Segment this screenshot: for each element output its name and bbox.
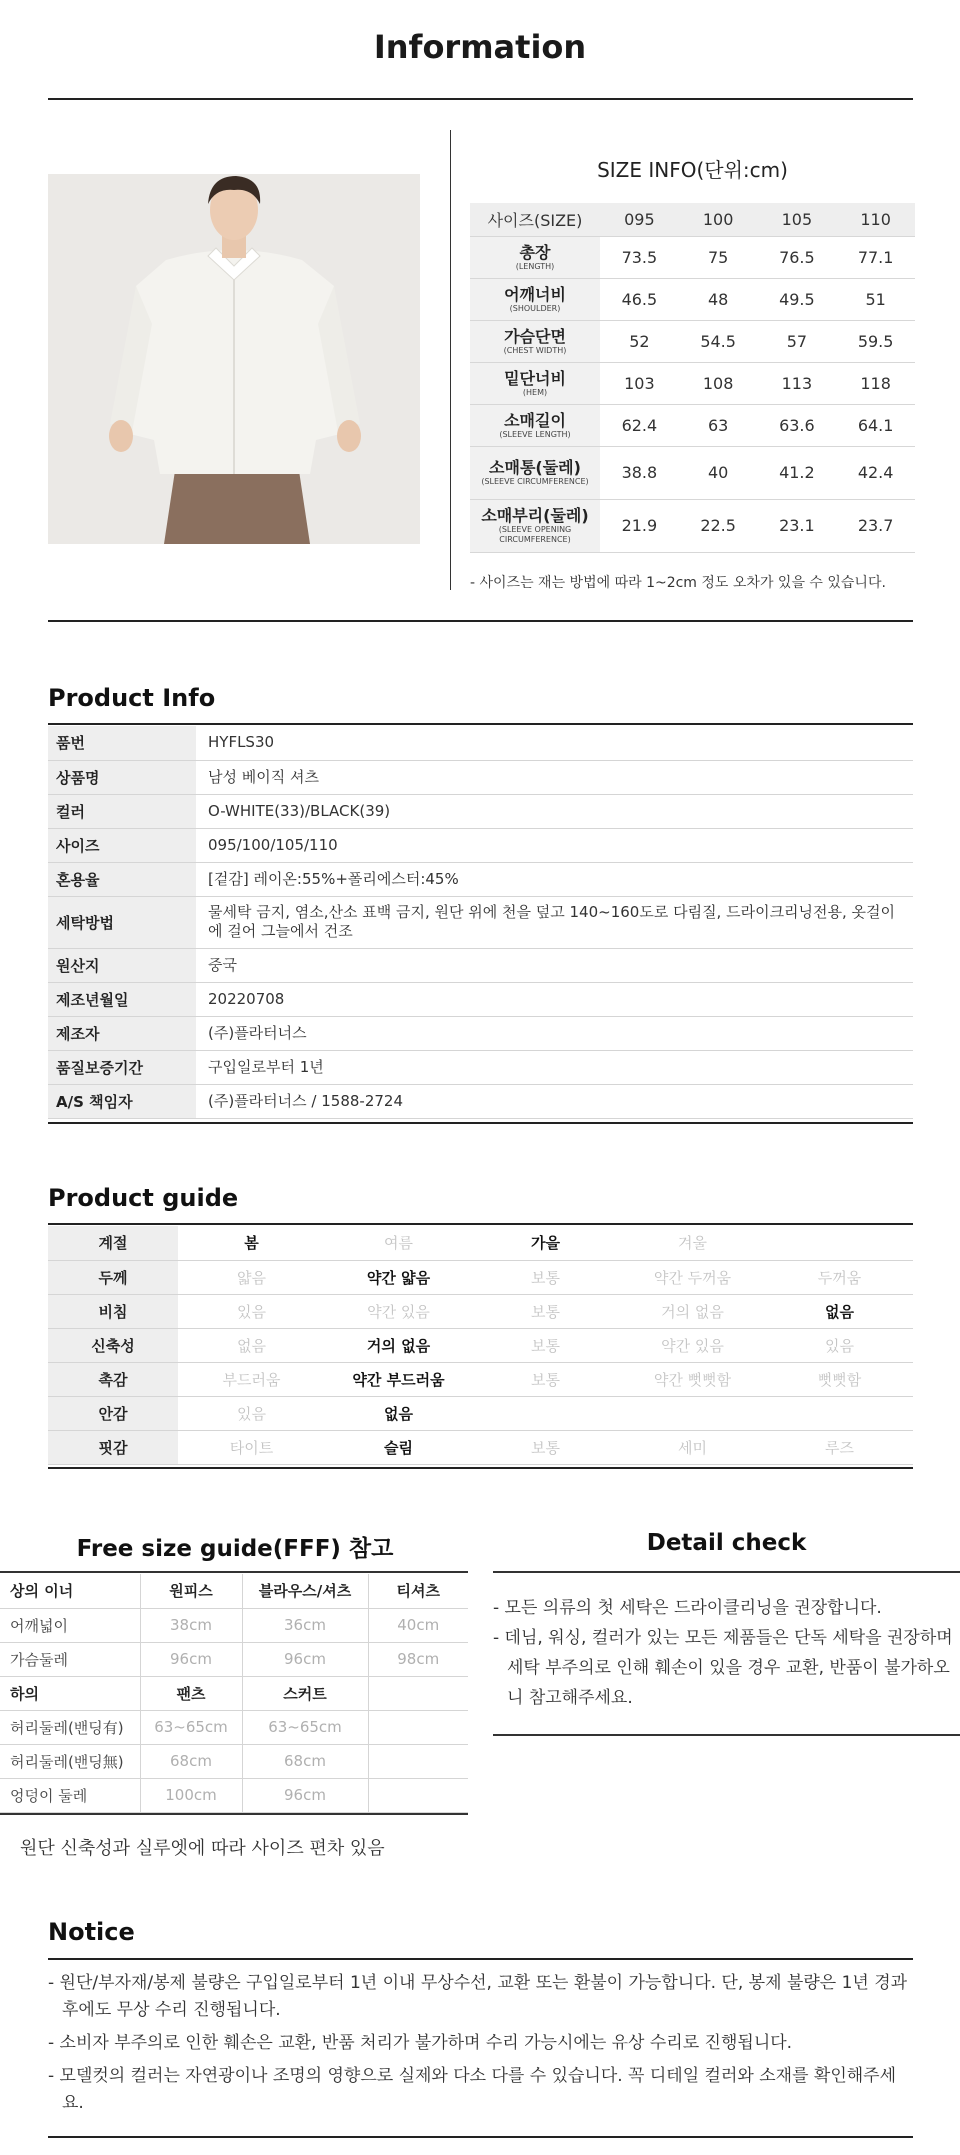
size-value-cell: 42.4 xyxy=(836,446,915,499)
fs-cell: 허리둘레(밴딩無) xyxy=(0,1744,140,1778)
size-value-cell: 51 xyxy=(836,278,915,320)
product-info-value: [겉감] 레이온:55%+폴리에스터:45% xyxy=(196,862,913,896)
size-value-cell: 59.5 xyxy=(836,320,915,362)
product-info-value: (주)플라터너스 / 1588-2724 xyxy=(196,1084,913,1118)
fs-cell xyxy=(368,1778,468,1812)
size-table xyxy=(470,203,915,553)
product-info-row xyxy=(48,948,913,982)
product-guide-divider xyxy=(48,1223,913,1225)
product-info-key: 사이즈 xyxy=(48,828,196,862)
size-row xyxy=(470,320,915,362)
product-info-value: 중국 xyxy=(196,948,913,982)
free-size-top-header xyxy=(0,1574,468,1608)
product-info-row xyxy=(48,828,913,862)
fs-cell: 68cm xyxy=(140,1744,242,1778)
size-value-cell: 64.1 xyxy=(836,404,915,446)
product-guide-option: 뻣뻣함 xyxy=(766,1362,913,1396)
notice-divider xyxy=(48,1958,913,1960)
size-value-cell: 113 xyxy=(758,362,837,404)
size-value-cell: 41.2 xyxy=(758,446,837,499)
size-value-cell: 52 xyxy=(600,320,679,362)
product-guide-key: 계절 xyxy=(48,1226,178,1260)
product-info-key: 제조년월일 xyxy=(48,982,196,1016)
size-label-ko: 소매통(둘레) xyxy=(489,458,581,477)
size-label-en: (CHEST WIDTH) xyxy=(503,345,567,355)
product-info-key: 세탁방법 xyxy=(48,896,196,948)
info-vertical-divider xyxy=(450,130,451,590)
product-info-row xyxy=(48,1016,913,1050)
product-guide-option: 있음 xyxy=(178,1294,325,1328)
product-info-value: 남성 베이직 셔츠 xyxy=(196,760,913,794)
product-guide-option xyxy=(766,1396,913,1430)
product-info-row xyxy=(48,862,913,896)
size-value-cell: 22.5 xyxy=(679,499,758,552)
size-header-cell: 110 xyxy=(836,203,915,236)
fs-cell xyxy=(368,1744,468,1778)
product-info-key: 원산지 xyxy=(48,948,196,982)
fs-cell: 허리둘레(밴딩有) xyxy=(0,1710,140,1744)
product-guide-option: 없음 xyxy=(325,1396,472,1430)
product-guide-option: 약간 얇음 xyxy=(325,1260,472,1294)
product-guide-option: 두꺼움 xyxy=(766,1260,913,1294)
notice-item: - 소비자 부주의로 인한 훼손은 교환, 반품 처리가 불가하며 수리 가능시에는 유상 수리로 진행됩니다. xyxy=(48,2033,793,2053)
product-guide-option: 거의 없음 xyxy=(619,1294,766,1328)
product-guide-key: 안감 xyxy=(48,1396,178,1430)
size-value-cell: 118 xyxy=(836,362,915,404)
product-guide-row xyxy=(48,1226,913,1260)
detail-check-item: - 데님, 워싱, 컬러가 있는 모든 제품들은 단독 세탁을 권장하며 세탁 부주의로 인해 훼손이 있을 경우 교환, 반품이 불가하오니 참고해주세요. xyxy=(493,1628,953,1708)
detail-check-title: Detail check xyxy=(646,1530,807,1556)
product-guide-option xyxy=(472,1396,619,1430)
product-info-value: 095/100/105/110 xyxy=(196,828,913,862)
size-label-ko: 가슴단면 xyxy=(504,326,566,346)
size-row-label xyxy=(470,446,600,499)
fs-cell: 엉덩이 둘레 xyxy=(0,1778,140,1812)
product-guide-key: 신축성 xyxy=(48,1328,178,1362)
fs-cell: 63~65cm xyxy=(140,1710,242,1744)
fs-cell: 98cm xyxy=(368,1642,468,1676)
notice-bottom-divider xyxy=(48,2136,913,2138)
size-label-en: (SHOULDER) xyxy=(509,303,561,313)
fs-cell: 96cm xyxy=(242,1778,368,1812)
size-row xyxy=(470,404,915,446)
product-guide-option: 부드러움 xyxy=(178,1362,325,1396)
product-info-bottom-divider xyxy=(48,1122,913,1124)
product-guide-key: 핏감 xyxy=(48,1430,178,1464)
free-size-row xyxy=(0,1778,468,1812)
info-bottom-divider xyxy=(48,620,913,622)
size-value-cell: 54.5 xyxy=(679,320,758,362)
size-value-cell: 77.1 xyxy=(836,236,915,278)
size-note: - 사이즈는 재는 방법에 따라 1~2cm 정도 오차가 있을 수 있습니다. xyxy=(470,575,886,591)
size-value-cell: 63 xyxy=(679,404,758,446)
size-table-header xyxy=(470,203,915,236)
product-guide-row xyxy=(48,1430,913,1464)
fs-cell: 68cm xyxy=(242,1744,368,1778)
notice-item: - 모델컷의 컬러는 자연광이나 조명의 영향으로 실제와 다소 다를 수 있습니다. 꼭 디테일 컬러와 소재를 확인해주세요. xyxy=(48,2066,897,2113)
size-label-en: (SLEEVE CIRCUMFERENCE) xyxy=(481,477,589,486)
product-guide-key: 비침 xyxy=(48,1294,178,1328)
fs-cell: 96cm xyxy=(242,1642,368,1676)
free-size-bottom-divider xyxy=(0,1813,468,1815)
free-size-title: Free size guide(FFF) 참고 xyxy=(76,1536,394,1562)
size-row-label xyxy=(470,320,600,362)
product-info-key: 상품명 xyxy=(48,760,196,794)
fs-cell: 38cm xyxy=(140,1608,242,1642)
fs-cell: 100cm xyxy=(140,1778,242,1812)
product-info-table xyxy=(48,726,913,1119)
fs-cell: 블라우스/셔츠 xyxy=(242,1574,368,1608)
detail-check-list xyxy=(493,1593,953,1713)
page-title: Information xyxy=(373,28,587,66)
product-info-row xyxy=(48,1050,913,1084)
product-guide-option xyxy=(766,1226,913,1260)
fs-cell: 상의 이너 xyxy=(0,1574,140,1608)
fs-cell: 원피스 xyxy=(140,1574,242,1608)
detail-check-item: - 모든 의류의 첫 세탁은 드라이클리닝을 권장합니다. xyxy=(493,1598,882,1618)
product-guide-option: 타이트 xyxy=(178,1430,325,1464)
fs-cell: 티셔츠 xyxy=(368,1574,468,1608)
size-row-label xyxy=(470,499,600,552)
notice-title: Notice xyxy=(48,1918,135,1946)
product-guide-option: 없음 xyxy=(178,1328,325,1362)
size-label-ko: 소매길이 xyxy=(504,410,566,430)
size-row-label xyxy=(470,404,600,446)
product-info-row xyxy=(48,1084,913,1118)
size-header-cell: 105 xyxy=(758,203,837,236)
product-guide-option: 있음 xyxy=(178,1396,325,1430)
free-size-row xyxy=(0,1608,468,1642)
size-value-cell: 103 xyxy=(600,362,679,404)
size-row xyxy=(470,362,915,404)
size-header-cell: 사이즈(SIZE) xyxy=(470,203,600,236)
fs-cell: 36cm xyxy=(242,1608,368,1642)
fs-cell: 40cm xyxy=(368,1608,468,1642)
size-value-cell: 57 xyxy=(758,320,837,362)
fs-cell: 가슴둘레 xyxy=(0,1642,140,1676)
size-value-cell: 48 xyxy=(679,278,758,320)
product-info-divider xyxy=(48,723,913,725)
product-guide-option: 봄 xyxy=(178,1226,325,1260)
size-row xyxy=(470,499,915,552)
product-guide-option: 약간 두꺼움 xyxy=(619,1260,766,1294)
size-table-body xyxy=(470,236,915,552)
size-header-cell: 100 xyxy=(679,203,758,236)
product-guide-option xyxy=(619,1396,766,1430)
title-divider xyxy=(48,98,913,100)
model-photo xyxy=(48,174,420,544)
size-value-cell: 23.1 xyxy=(758,499,837,552)
size-value-cell: 23.7 xyxy=(836,499,915,552)
size-value-cell: 49.5 xyxy=(758,278,837,320)
product-guide-option: 있음 xyxy=(766,1328,913,1362)
product-guide-option: 보통 xyxy=(472,1294,619,1328)
product-guide-key: 두께 xyxy=(48,1260,178,1294)
product-guide-option: 보통 xyxy=(472,1362,619,1396)
product-guide-option: 약간 부드러움 xyxy=(325,1362,472,1396)
free-size-divider xyxy=(0,1571,468,1573)
product-guide-row xyxy=(48,1396,913,1430)
size-value-cell: 46.5 xyxy=(600,278,679,320)
fs-cell: 하의 xyxy=(0,1676,140,1710)
product-guide-row xyxy=(48,1260,913,1294)
product-info-key: 제조자 xyxy=(48,1016,196,1050)
product-guide-option: 세미 xyxy=(619,1430,766,1464)
fs-cell: 63~65cm xyxy=(242,1710,368,1744)
product-guide-option: 겨울 xyxy=(619,1226,766,1260)
product-guide-option: 슬림 xyxy=(325,1430,472,1464)
model-illustration xyxy=(48,174,420,544)
size-value-cell: 76.5 xyxy=(758,236,837,278)
product-info-key: 혼용율 xyxy=(48,862,196,896)
fs-cell xyxy=(368,1676,468,1710)
size-row-label xyxy=(470,236,600,278)
size-label-en: (LENGTH) xyxy=(515,261,555,271)
size-label-ko: 총장 xyxy=(519,242,551,262)
product-info-key: 품번 xyxy=(48,726,196,760)
size-label-ko: 밑단너비 xyxy=(504,368,566,388)
product-guide-row xyxy=(48,1328,913,1362)
product-guide-title: Product guide xyxy=(48,1184,239,1212)
free-size-row xyxy=(0,1710,468,1744)
free-size-table xyxy=(0,1574,468,1813)
size-value-cell: 63.6 xyxy=(758,404,837,446)
fs-cell: 어깨넓이 xyxy=(0,1608,140,1642)
product-info-row xyxy=(48,982,913,1016)
product-info-row xyxy=(48,760,913,794)
size-label-en: (SLEEVE LENGTH) xyxy=(499,429,571,439)
product-info-body xyxy=(48,726,913,1118)
product-guide-option: 여름 xyxy=(325,1226,472,1260)
product-info-value: 물세탁 금지, 염소,산소 표백 금지, 원단 위에 천을 덮고 140~160도로 다림질, 드라이크리닝전용, 옷걸이에 걸어 그늘에서 건조 xyxy=(196,896,913,948)
size-value-cell: 108 xyxy=(679,362,758,404)
product-info-value: 20220708 xyxy=(196,982,913,1016)
product-guide-body xyxy=(48,1226,913,1464)
product-info-value: HYFLS30 xyxy=(196,726,913,760)
product-guide-row xyxy=(48,1294,913,1328)
size-row-label xyxy=(470,362,600,404)
product-info-key: A/S 책임자 xyxy=(48,1084,196,1118)
fs-cell: 96cm xyxy=(140,1642,242,1676)
product-guide-option: 약간 있음 xyxy=(325,1294,472,1328)
size-value-cell: 73.5 xyxy=(600,236,679,278)
fs-cell: 팬츠 xyxy=(140,1676,242,1710)
size-info-title: SIZE INFO(단위:cm) xyxy=(597,158,788,182)
product-guide-bottom-divider xyxy=(48,1467,913,1469)
product-info-value: 구입일로부터 1년 xyxy=(196,1050,913,1084)
product-guide-option: 없음 xyxy=(766,1294,913,1328)
product-guide-table xyxy=(48,1226,913,1465)
product-guide-option: 보통 xyxy=(472,1328,619,1362)
size-label-ko: 소매부리(둘레) xyxy=(481,506,589,525)
product-guide-row xyxy=(48,1362,913,1396)
free-size-bottom-header xyxy=(0,1676,468,1710)
product-guide-option: 루즈 xyxy=(766,1430,913,1464)
size-value-cell: 40 xyxy=(679,446,758,499)
size-value-cell: 21.9 xyxy=(600,499,679,552)
product-guide-option: 가을 xyxy=(472,1226,619,1260)
detail-check-divider xyxy=(493,1571,960,1573)
product-guide-option: 약간 뻣뻣함 xyxy=(619,1362,766,1396)
size-row xyxy=(470,278,915,320)
size-value-cell: 38.8 xyxy=(600,446,679,499)
fs-cell xyxy=(368,1710,468,1744)
size-header-cell: 095 xyxy=(600,203,679,236)
free-size-row xyxy=(0,1642,468,1676)
product-info-value: (주)플라터너스 xyxy=(196,1016,913,1050)
product-info-key: 품질보증기간 xyxy=(48,1050,196,1084)
size-value-cell: 62.4 xyxy=(600,404,679,446)
product-info-row xyxy=(48,726,913,760)
free-size-note: 원단 신축성과 실루엣에 따라 사이즈 편차 있음 xyxy=(20,1838,385,1859)
product-guide-option: 얇음 xyxy=(178,1260,325,1294)
size-row xyxy=(470,446,915,499)
size-label-ko: 어깨너비 xyxy=(504,284,566,304)
product-guide-option: 약간 있음 xyxy=(619,1328,766,1362)
size-value-cell: 75 xyxy=(679,236,758,278)
fs-cell: 스커트 xyxy=(242,1676,368,1710)
size-row xyxy=(470,236,915,278)
size-label-en: (SLEEVE OPENING CIRCUMFERENCE) xyxy=(498,525,572,544)
size-row-label xyxy=(470,278,600,320)
free-size-row xyxy=(0,1744,468,1778)
product-info-row xyxy=(48,896,913,948)
notice-list xyxy=(48,1970,913,2123)
size-label-en: (HEM) xyxy=(522,387,548,397)
product-guide-option: 거의 없음 xyxy=(325,1328,472,1362)
product-guide-key: 촉감 xyxy=(48,1362,178,1396)
product-info-title: Product Info xyxy=(48,684,216,712)
notice-item: - 원단/부자재/봉제 불량은 구입일로부터 1년 이내 무상수선, 교환 또는 환불이 가능합니다. 단, 봉제 불량은 1년 경과 후에도 무상 수리 진행됩니다. xyxy=(48,1973,908,2020)
product-info-value: O-WHITE(33)/BLACK(39) xyxy=(196,794,913,828)
product-info-row xyxy=(48,794,913,828)
product-guide-option: 보통 xyxy=(472,1260,619,1294)
product-guide-option: 보통 xyxy=(472,1430,619,1464)
detail-check-bottom-divider xyxy=(493,1734,960,1736)
product-info-key: 컬러 xyxy=(48,794,196,828)
